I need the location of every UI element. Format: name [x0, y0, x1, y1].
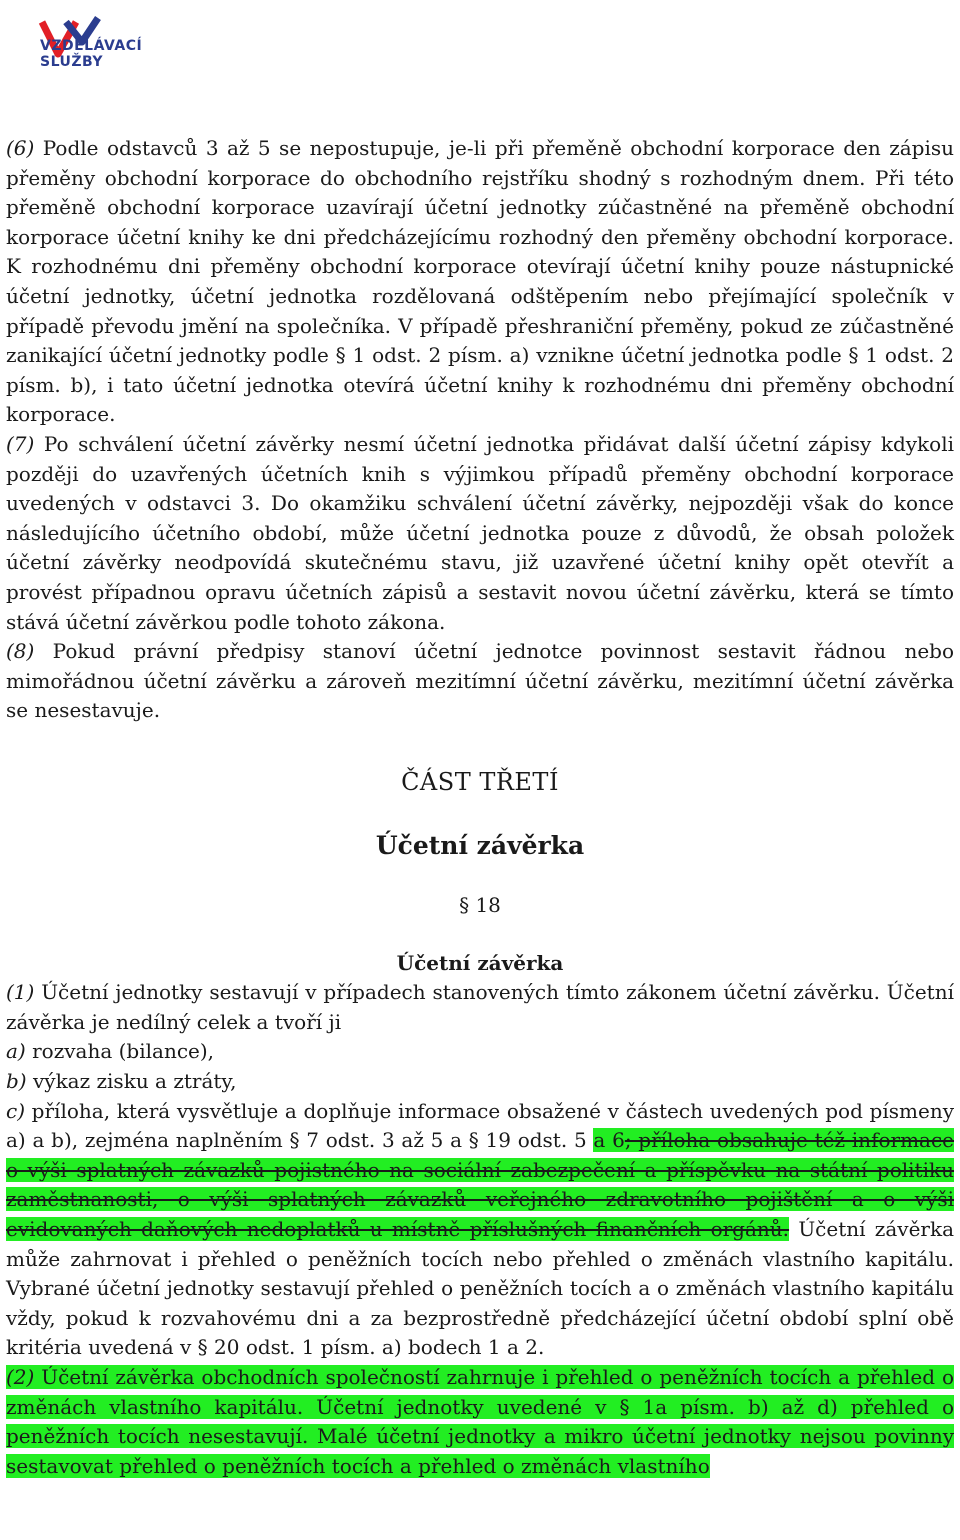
- paragraph-6: [6, 134, 954, 430]
- highlighted-insertion: a 6: [593, 1128, 625, 1153]
- list-item-c: [6, 1097, 954, 1363]
- part-heading: ČÁST TŘETÍ: [401, 767, 559, 796]
- paragraph-number: (7): [6, 431, 35, 456]
- paragraph-text: Podle odstavců 3 až 5 se nepostupuje, je-li při přeměně obchodní korporace den zápisu přeměny obchodní korporace do obchodního rejstříku shodný s rozhodným dnem. Při této přeměně obchodní korporace uzavírají účetní jednotky zúčastněné na přeměně obchodní korporace účetní knihy ke dni předcházejícímu rozhodný den přeměny obchodní korporace. K rozhodnému dni přeměny obchodní korporace otevírají účetní knihy pouze nástupnické účetní jednotky, účetní jednotka rozdělovaná odštěpením nebo přejímající společník v případě převodu jmění na společníka. V případě přeshraniční přeměny, pokud ze zúčastněné zanikající účetní jednotky podle § 1 odst. 2 písm. a) vznikne účetní jednotka podle § 1 odst. 2 písm. b), i tato účetní jednotka otevírá účetní knihy k rozhodnému dni přeměny obchodní korporace.: [6, 136, 954, 427]
- list-text: příloha, která vysvětluje a doplňuje informace obsažené v částech uvedených pod písmeny a) a b), zejména naplněním § 7 odst. 3 až 5 a § 19 odst. 5: [6, 1098, 954, 1153]
- list-tail: Účetní závěrka může zahrnovat i přehled o peněžních tocích nebo přehled o změnách vlastního kapitálu. Vybrané účetní jednotky sestavují přehled o peněžních tocích a o změnách vlastního kapitálu vždy, pokud k rozvahovému dni a za bezprostředně předcházející účetní období splní obě kritéria uvedená v § 20 odst. 1 písm. a) bodech 1 a 2.: [6, 1217, 955, 1360]
- list-label: b): [6, 1069, 27, 1094]
- logo-line2: SLUŽBY: [40, 54, 104, 70]
- paragraph-number: (8): [6, 639, 35, 664]
- highlighted-paragraph: [6, 1365, 954, 1478]
- paragraph-number: (2): [6, 1364, 35, 1389]
- list-text: rozvaha (bilance),: [25, 1039, 215, 1064]
- list-item-a: [6, 1037, 954, 1067]
- paragraph-7: [6, 430, 954, 637]
- list-label: a): [6, 1039, 26, 1064]
- struck-deletion: ; příloha obsahuje též informace o výši splatných závazků pojistného na sociální zabezpečení a příspěvku na státní politiku zaměstnanosti, o výši splatných závazků veřejného zdravotního pojištění a o výši evidovaných daňových nedoplatků u místně příslušných finančních orgánů.: [6, 1128, 954, 1241]
- section-paragraph-1: [6, 978, 954, 1037]
- document-body: [6, 134, 954, 1481]
- paragraph-8: [6, 637, 954, 726]
- section-title: Účetní závěrka: [396, 950, 564, 975]
- paragraph-text: Pokud právní předpisy stanoví účetní jednotce povinnost sestavit řádnou nebo mimořádnou účetní závěrku a zároveň mezitímní účetní závěrku, mezitímní účetní závěrka se nesestavuje.: [6, 639, 954, 723]
- logo-text: [40, 38, 142, 70]
- list-item-b: [6, 1067, 954, 1097]
- paragraph-number: (6): [6, 136, 35, 160]
- part-title: Účetní závěrka: [375, 831, 585, 861]
- section-paragraph-2: [6, 1363, 954, 1481]
- paragraph-intro: Účetní jednotky sestavují v případech stanovených tímto zákonem účetní závěrku. Účetní závěrka je nedílný celek a tvoří ji: [6, 980, 954, 1034]
- list-label: c): [6, 1098, 26, 1123]
- paragraph-number: (1): [6, 980, 35, 1005]
- paragraph-text: Účetní závěrka obchodních společností zahrnuje i přehled o peněžních tocích a přehled o změnách vlastního kapitálu. Účetní jednotky uvedené v § 1a písm. b) až d) přehled o peněžních tocích nesestavují. Malé účetní jednotky a mikro účetní jednotky nejsou povinny sestavovat přehled o peněžních tocích a přehled o změnách vlastního: [6, 1364, 954, 1478]
- list-text: výkaz zisku a ztráty,: [26, 1069, 237, 1094]
- section-number: § 18: [459, 893, 501, 918]
- paragraph-text: Po schválení účetní závěrky nesmí účetní jednotka přidávat další účetní zápisy kdykoli později do uzavřených účetních knih s výjimkou případů přeměny obchodní korporace uvedených v odstavci 3. Do okamžiku schválení účetní závěrky, nejpozději však do konce následujícího účetního období, může účetní jednotka pouze z důvodů, že obsah položek účetní závěrky neodpovídá skutečnému stavu, již uzavřené účetní knihy opět otevřít a provést případnou opravu účetních zápisů a sestavit novou účetní závěrku, která se tímto stává účetní závěrkou podle tohoto zákona.: [6, 431, 954, 634]
- logo-line1: VZDĚLÁVACÍ: [40, 38, 143, 54]
